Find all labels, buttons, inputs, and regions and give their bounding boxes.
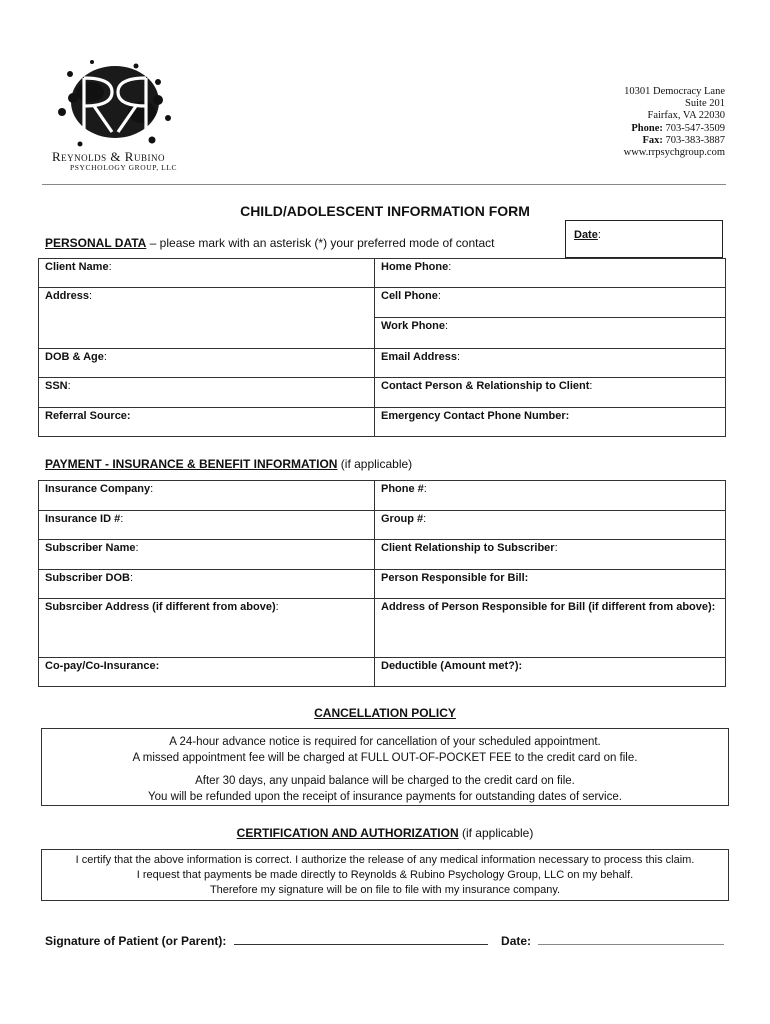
copay-field[interactable]: Co-pay/Co-Insurance:: [39, 658, 375, 687]
logo-text: Reynolds & Rubino: [52, 149, 165, 164]
certification-line: I certify that the above information is correct. I authorize the release of any medical information necessary to process this claim.: [75, 854, 695, 866]
certification-heading: CERTIFICATION AND AUTHORIZATION (if applicable): [236, 826, 534, 840]
certification-line: Therefore my signature will be on file to file with my insurance company.: [209, 884, 561, 896]
insurance-phone-field[interactable]: Phone #:: [375, 481, 726, 511]
logo-subtext: PSYCHOLOGY GROUP, LLC: [70, 163, 178, 172]
insurance-id-field[interactable]: Insurance ID #:: [39, 511, 375, 540]
deductible-field[interactable]: Deductible (Amount met?):: [375, 658, 726, 687]
personal-data-heading: PERSONAL DATA – please mark with an asterisk (*) your preferred mode of contact: [45, 236, 495, 250]
fax-line: Fax: 703-383-3887: [642, 134, 725, 146]
referral-source-field[interactable]: Referral Source:: [39, 408, 375, 437]
payment-heading: PAYMENT - INSURANCE & BENEFIT INFORMATION (if applicable): [45, 457, 413, 471]
signature-line[interactable]: [234, 934, 488, 945]
form-title: CHILD/ADOLESCENT INFORMATION FORM: [240, 203, 530, 219]
group-number-field[interactable]: Group #:: [375, 511, 726, 540]
subscriber-name-field[interactable]: Subscriber Name:: [39, 540, 375, 570]
website-line: www.rrpsychgroup.com: [623, 147, 725, 159]
cancellation-line: After 30 days, any unpaid balance will be charged to the credit card on file.: [195, 775, 575, 787]
address-line: 10301 Democracy Lane: [624, 86, 725, 97]
address-line: Suite 201: [685, 98, 725, 110]
signature-date-label: Date:: [501, 934, 532, 948]
subscriber-address-field[interactable]: Subsrciber Address (if different from above):: [39, 599, 375, 658]
emergency-contact-field[interactable]: Emergency Contact Phone Number:: [375, 408, 726, 437]
home-phone-field[interactable]: Home Phone:: [375, 259, 726, 288]
subscriber-dob-field[interactable]: Subscriber DOB:: [39, 570, 375, 599]
cancellation-line: A 24-hour advance notice is required for cancellation of your scheduled appointment.: [169, 736, 601, 748]
signature-date-line[interactable]: [538, 934, 724, 945]
work-phone-field[interactable]: Work Phone:: [375, 318, 726, 349]
address-line: Fairfax, VA 22030: [647, 110, 725, 122]
cancellation-box: [41, 728, 729, 806]
client-name-field[interactable]: Client Name:: [39, 259, 375, 288]
cancellation-heading: CANCELLATION POLICY: [314, 706, 456, 720]
cell-phone-field[interactable]: Cell Phone:: [375, 288, 726, 318]
personal-data-table: [38, 258, 726, 437]
date-box[interactable]: [565, 220, 723, 258]
insurance-company-field[interactable]: Insurance Company:: [39, 481, 375, 511]
date-label: Date:: [574, 229, 601, 241]
address-field[interactable]: Address:: [39, 288, 375, 349]
cancellation-line: A missed appointment fee will be charged at FULL OUT-OF-POCKET FEE to the credit card on file.: [132, 751, 638, 764]
person-responsible-field[interactable]: Person Responsible for Bill:: [375, 570, 726, 599]
header-divider: [42, 184, 726, 185]
email-field[interactable]: Email Address:: [375, 349, 726, 378]
payment-table: [38, 480, 726, 687]
certification-box: [41, 849, 729, 901]
phone-line: Phone: 703-547-3509: [631, 122, 725, 134]
cancellation-line: You will be refunded upon the receipt of insurance payments for outstanding dates of service.: [148, 790, 622, 803]
signature-row: [45, 934, 724, 948]
client-relationship-field[interactable]: Client Relationship to Subscriber:: [375, 540, 726, 570]
contact-person-field[interactable]: Contact Person & Relationship to Client:: [375, 378, 726, 408]
responsible-address-field[interactable]: Address of Person Responsible for Bill (if different from above):: [375, 599, 726, 658]
ssn-field[interactable]: SSN:: [39, 378, 375, 408]
dob-age-field[interactable]: DOB & Age:: [39, 349, 375, 378]
signature-label: Signature of Patient (or Parent):: [45, 934, 227, 948]
address-block: [624, 86, 725, 159]
certification-line: I request that payments be made directly to Reynolds & Rubino Psychology Group, LLC on my behalf.: [136, 869, 634, 881]
